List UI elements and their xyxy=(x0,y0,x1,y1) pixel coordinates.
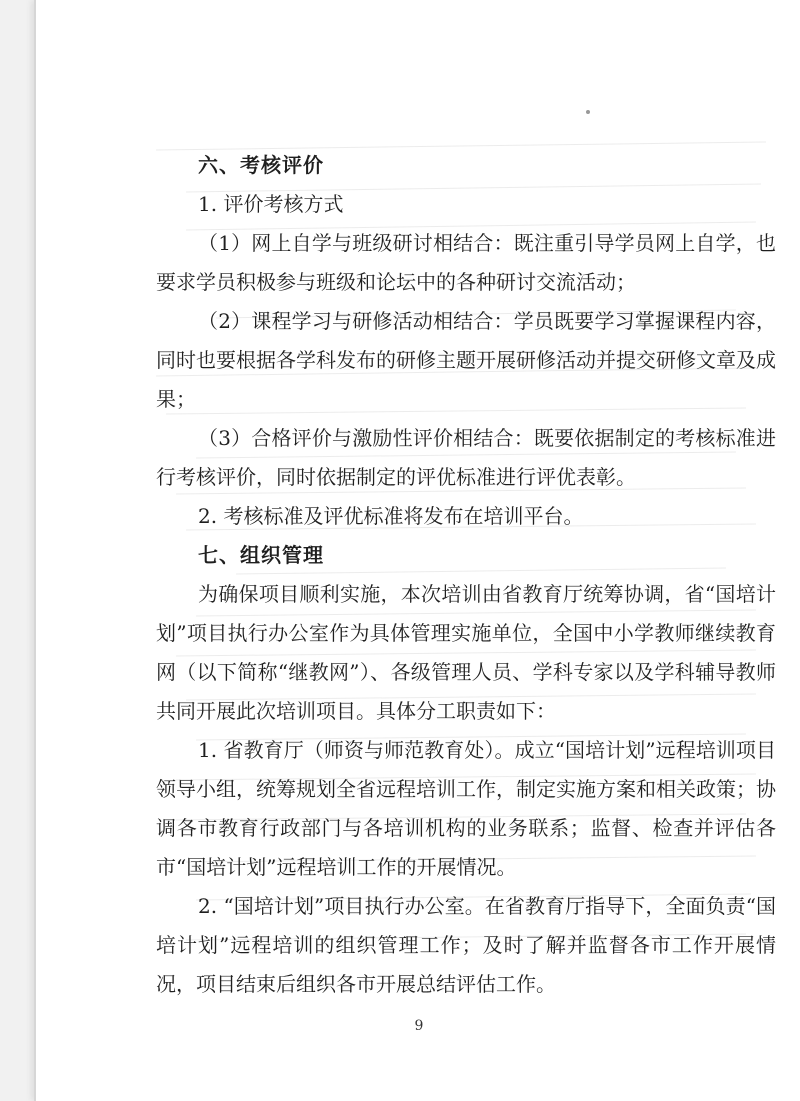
paragraph-education-department: 1. 省教育厅（师资与师范教育处）。成立“国培计划”远程培训项目领导小组，统筹规划全省远程培训工作，制定实施方案和相关政策；协调各市教育行政部门与各培训机构的业务联系；监督、检查并评估各市“国培计划”远程培训工作的开展情况。 xyxy=(156,738,776,879)
paragraph-project-office: 2. “国培计划”项目执行办公室。在省教育厅指导下，全面负责“国培计划”远程培训的组织管理工作；及时了解并监督各市工作开展情况，项目结束后组织各市开展总结评估工作。 xyxy=(156,894,776,996)
subsection-standards-publication: 2. 考核标准及评优标准将发布在培训平台。 xyxy=(198,504,584,528)
page-number: 9 xyxy=(414,1018,424,1034)
section-heading-organization: 七、组织管理 xyxy=(198,543,324,567)
paragraph-qualified-evaluation: （3）合格评价与激励性评价相结合：既要依据制定的考核标准进行考核评价，同时依据制定的评优标准进行评优表彰。 xyxy=(156,426,776,489)
document-page xyxy=(34,0,800,1101)
section-heading-assessment: 六、考核评价 xyxy=(198,153,324,177)
paragraph-course-and-activity: （2）课程学习与研修活动相结合：学员既要学习掌握课程内容，同时也要根据各学科发布的研修主题开展研修活动并提交研修文章及成果； xyxy=(156,309,776,411)
paragraph-organization-intro: 为确保项目顺利实施，本次培训由省教育厅统筹协调，省“国培计划”项目执行办公室作为具体管理实施单位，全国中小学教师继续教育网（以下简称“继教网”）、各级管理人员、学科专家以及学科辅导教师共同开展此次培训项目。具体分工职责如下： xyxy=(156,582,776,723)
document-body xyxy=(156,146,776,1004)
subsection-assessment-method: 1. 评价考核方式 xyxy=(198,192,344,216)
paragraph-online-learning: （1）网上自学与班级研讨相结合：既注重引导学员网上自学，也要求学员积极参与班级和论坛中的各种研讨交流活动； xyxy=(156,231,776,294)
